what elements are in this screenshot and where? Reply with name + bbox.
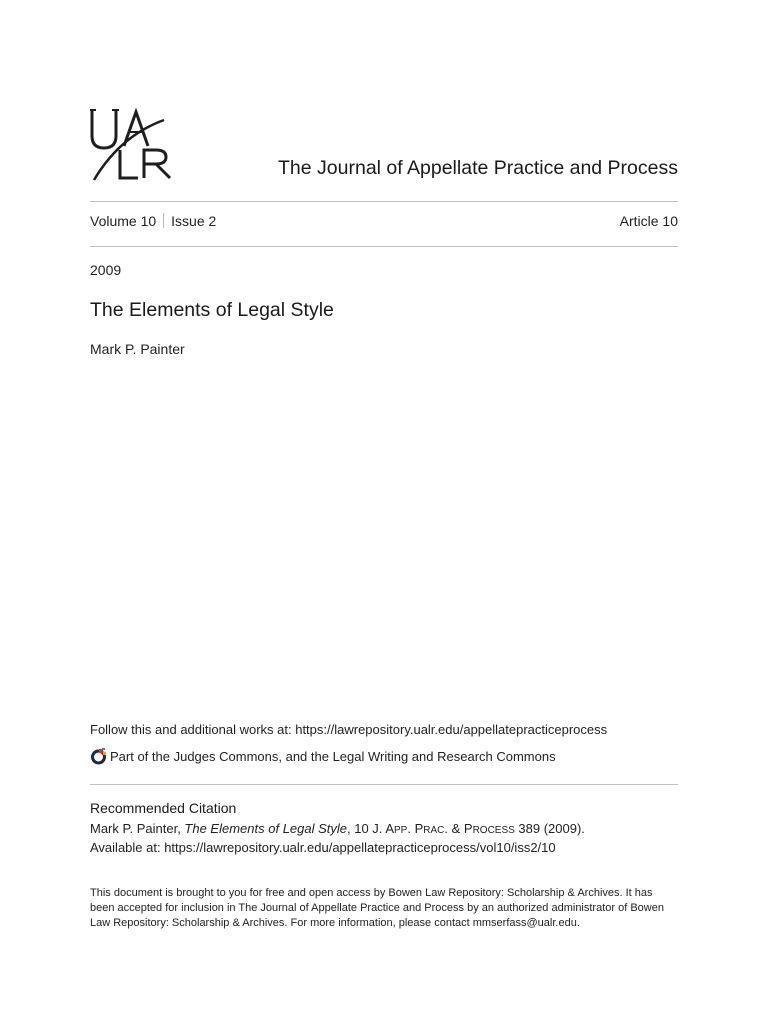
citation-journal-rocess: ROCESS — [472, 825, 515, 836]
journal-title: The Journal of Appellate Practice and Process — [278, 157, 678, 179]
publication-year: 2009 — [90, 262, 122, 278]
bepress-commons-icon — [90, 748, 107, 765]
citation-available-link[interactable]: Available at: https://lawrepository.ualr.edu/appellatepracticeprocess/vol10/iss2/10 — [90, 840, 556, 855]
recommended-citation-heading: Recommended Citation — [90, 800, 237, 816]
citation-page-year: 389 (2009). — [514, 821, 585, 836]
article-label: Article 10 — [619, 213, 678, 229]
volume-issue — [90, 213, 216, 229]
access-disclaimer: This document is brought to you for free and open access by Bowen Law Repository: Scholarship & Archives. It has been accepted for inclusion in The Journal of Appellate Practice and Process by an authorized administrator of Bowen Law Repository: Scholarship & Archives. For more information, please contact mmserfass@ualr.edu. — [90, 887, 664, 929]
commons-text[interactable]: Part of the Judges Commons, and the Legal Writing and Research Commons — [110, 749, 556, 764]
issue-label[interactable]: Issue 2 — [171, 213, 217, 229]
citation-author: Mark P. Painter, — [90, 821, 185, 836]
citation-journal-p: . P — [407, 821, 424, 836]
follow-link[interactable]: Follow this and additional works at: https://lawrepository.ualr.edu/appellatepracticeprocess — [90, 722, 608, 737]
volume-issue-row — [90, 213, 678, 233]
volume-label[interactable]: Volume 10 — [90, 213, 157, 229]
commons-line — [90, 748, 556, 765]
citation-journal-amp-p: . & P — [444, 821, 473, 836]
ualr-logo — [90, 106, 176, 184]
citation-journal-rac: RAC — [423, 825, 445, 836]
citation-journal-a: A — [385, 821, 394, 836]
divider-middle — [90, 246, 678, 247]
paper-title: The Elements of Legal Style — [90, 299, 334, 321]
divider-bottom — [90, 784, 678, 785]
citation-line — [90, 820, 585, 839]
citation-journal-pp: PP — [394, 825, 408, 836]
citation-block — [90, 820, 585, 856]
citation-title: The Elements of Legal Style — [184, 821, 348, 836]
citation-volume: , 10 J. — [347, 821, 386, 836]
meta-separator — [163, 213, 164, 228]
author-name[interactable]: Mark P. Painter — [90, 341, 185, 357]
divider-top — [90, 201, 678, 202]
